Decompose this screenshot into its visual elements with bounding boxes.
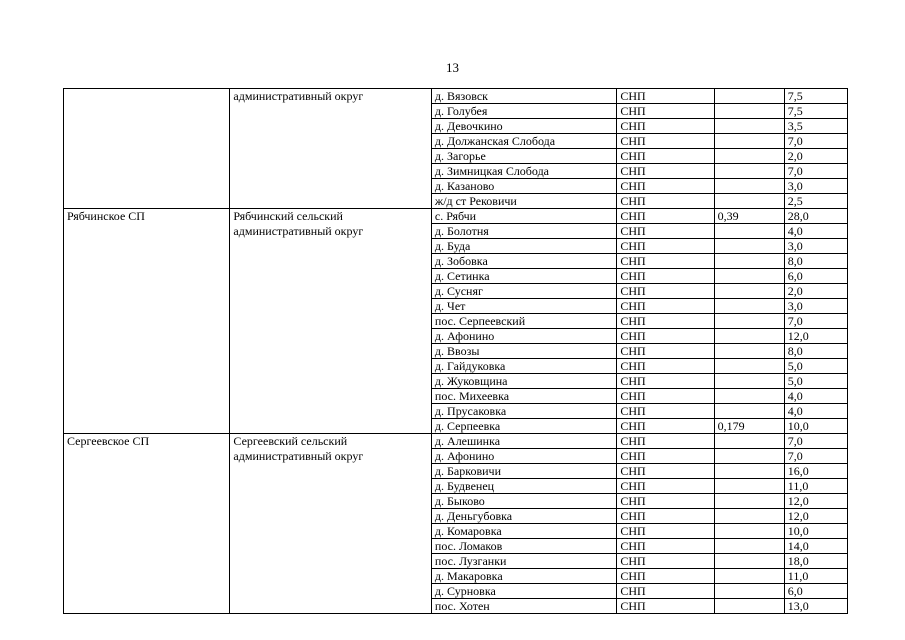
settlement-name-cell: д. Прусаковка — [431, 404, 616, 419]
settlement-name-cell: ж/д ст Рековичи — [431, 194, 616, 209]
distance-cell: 7,0 — [784, 164, 847, 179]
settlement-name-cell: д. Сусняг — [431, 284, 616, 299]
area-cell — [714, 299, 784, 314]
settlement-name-cell: д. Макаровка — [431, 569, 616, 584]
settlement-type-cell: СНП — [617, 569, 714, 584]
settlement-name-cell: пос. Серпеевский — [431, 314, 616, 329]
area-cell — [714, 239, 784, 254]
area-cell — [714, 569, 784, 584]
settlement-name-cell: пос. Хотен — [431, 599, 616, 614]
settlement-name-cell: д. Сетинка — [431, 269, 616, 284]
area-cell — [714, 284, 784, 299]
distance-cell: 7,0 — [784, 314, 847, 329]
settlement-type-cell: СНП — [617, 149, 714, 164]
settlement-name-cell: д. Афонино — [431, 449, 616, 464]
settlement-type-cell: СНП — [617, 89, 714, 104]
settlement-name-cell: д. Казаново — [431, 179, 616, 194]
table-row — [64, 89, 848, 104]
administrative-district-cell — [230, 434, 432, 614]
settlement-name-cell: пос. Ломаков — [431, 539, 616, 554]
settlement-type-cell: СНП — [617, 599, 714, 614]
settlement-type-cell: СНП — [617, 314, 714, 329]
distance-cell: 5,0 — [784, 359, 847, 374]
distance-cell: 7,0 — [784, 449, 847, 464]
settlement-type-cell: СНП — [617, 329, 714, 344]
settlement-name-cell: д. Афонино — [431, 329, 616, 344]
settlement-name-cell: д. Будвенец — [431, 479, 616, 494]
area-cell — [714, 104, 784, 119]
area-cell — [714, 134, 784, 149]
distance-cell: 2,0 — [784, 284, 847, 299]
administrative-district-label: административный округ — [233, 89, 364, 103]
area-cell — [714, 524, 784, 539]
settlement-type-cell: СНП — [617, 299, 714, 314]
area-cell — [714, 179, 784, 194]
table-body — [64, 89, 848, 614]
area-cell — [714, 599, 784, 614]
settlement-type-cell: СНП — [617, 344, 714, 359]
settlement-type-cell: СНП — [617, 284, 714, 299]
area-cell — [714, 584, 784, 599]
settlement-name-cell: д. Комаровка — [431, 524, 616, 539]
area-cell — [714, 359, 784, 374]
distance-cell: 11,0 — [784, 569, 847, 584]
area-cell — [714, 494, 784, 509]
distance-cell: 11,0 — [784, 479, 847, 494]
area-cell — [714, 464, 784, 479]
distance-cell: 3,0 — [784, 239, 847, 254]
distance-cell: 7,0 — [784, 434, 847, 449]
area-cell — [714, 119, 784, 134]
distance-cell: 16,0 — [784, 464, 847, 479]
distance-cell: 10,0 — [784, 524, 847, 539]
distance-cell: 12,0 — [784, 329, 847, 344]
distance-cell: 12,0 — [784, 509, 847, 524]
distance-cell: 28,0 — [784, 209, 847, 224]
area-cell: 0,39 — [714, 209, 784, 224]
settlement-name-cell: пос. Михеевка — [431, 389, 616, 404]
distance-cell: 4,0 — [784, 404, 847, 419]
settlement-type-cell: СНП — [617, 554, 714, 569]
distance-cell: 4,0 — [784, 389, 847, 404]
settlement-name-cell: д. Ввозы — [431, 344, 616, 359]
settlement-type-cell: СНП — [617, 434, 714, 449]
settlement-type-cell: СНП — [617, 539, 714, 554]
settlement-name-cell: д. Девочкино — [431, 119, 616, 134]
distance-cell: 7,0 — [784, 134, 847, 149]
settlement-type-cell: СНП — [617, 359, 714, 374]
settlement-name-cell: д. Зимницкая Слобода — [431, 164, 616, 179]
settlement-name-cell: д. Должанская Слобода — [431, 134, 616, 149]
distance-cell: 12,0 — [784, 494, 847, 509]
settlement-type-cell: СНП — [617, 479, 714, 494]
area-cell — [714, 449, 784, 464]
settlement-type-cell: СНП — [617, 119, 714, 134]
settlement-type-cell: СНП — [617, 104, 714, 119]
distance-cell: 2,5 — [784, 194, 847, 209]
distance-cell: 7,5 — [784, 89, 847, 104]
settlement-name-cell: д. Серпеевка — [431, 419, 616, 434]
distance-cell: 2,0 — [784, 149, 847, 164]
area-cell — [714, 269, 784, 284]
distance-cell: 7,5 — [784, 104, 847, 119]
administrative-district-label: Рябчинский сельский административный округ — [233, 209, 364, 238]
settlement-type-cell: СНП — [617, 179, 714, 194]
area-cell — [714, 89, 784, 104]
settlement-name-cell: д. Голубея — [431, 104, 616, 119]
area-cell — [714, 479, 784, 494]
settlements-table — [63, 88, 848, 614]
settlement-type-cell: СНП — [617, 209, 714, 224]
distance-cell: 6,0 — [784, 584, 847, 599]
area-cell — [714, 374, 784, 389]
settlement-name-cell: пос. Лузганки — [431, 554, 616, 569]
area-cell — [714, 329, 784, 344]
settlement-name-cell: д. Сурновка — [431, 584, 616, 599]
administrative-district-cell — [230, 89, 432, 209]
distance-cell: 8,0 — [784, 344, 847, 359]
settlement-name-cell: д. Барковичи — [431, 464, 616, 479]
settlement-name-cell: д. Деньгубовка — [431, 509, 616, 524]
area-cell — [714, 509, 784, 524]
settlement-type-cell: СНП — [617, 374, 714, 389]
settlement-name-cell: д. Жуковщина — [431, 374, 616, 389]
settlement-council-cell — [64, 89, 230, 209]
settlement-type-cell: СНП — [617, 404, 714, 419]
settlement-name-cell: д. Чет — [431, 299, 616, 314]
settlement-type-cell: СНП — [617, 524, 714, 539]
administrative-district-label: Сергеевский сельский административный округ — [233, 434, 364, 463]
settlement-type-cell: СНП — [617, 419, 714, 434]
area-cell — [714, 344, 784, 359]
area-cell — [714, 194, 784, 209]
table-row — [64, 434, 848, 449]
settlement-name-cell: д. Алешинка — [431, 434, 616, 449]
settlement-type-cell: СНП — [617, 389, 714, 404]
settlement-name-cell: д. Быково — [431, 494, 616, 509]
distance-cell: 3,0 — [784, 179, 847, 194]
area-cell — [714, 554, 784, 569]
table-row — [64, 209, 848, 224]
area-cell — [714, 254, 784, 269]
settlement-type-cell: СНП — [617, 269, 714, 284]
settlement-type-cell: СНП — [617, 194, 714, 209]
settlement-type-cell: СНП — [617, 164, 714, 179]
area-cell — [714, 314, 784, 329]
area-cell — [714, 539, 784, 554]
settlement-name-cell: д. Буда — [431, 239, 616, 254]
area-cell: 0,179 — [714, 419, 784, 434]
settlement-type-cell: СНП — [617, 449, 714, 464]
distance-cell: 13,0 — [784, 599, 847, 614]
area-cell — [714, 149, 784, 164]
page-number: 13 — [446, 60, 459, 75]
distance-cell: 5,0 — [784, 374, 847, 389]
settlement-name-cell: д. Загорье — [431, 149, 616, 164]
administrative-district-cell — [230, 209, 432, 434]
area-cell — [714, 164, 784, 179]
settlement-name-cell: с. Рябчи — [431, 209, 616, 224]
distance-cell: 3,5 — [784, 119, 847, 134]
area-cell — [714, 404, 784, 419]
settlement-type-cell: СНП — [617, 254, 714, 269]
distance-cell: 18,0 — [784, 554, 847, 569]
distance-cell: 6,0 — [784, 269, 847, 284]
distance-cell: 4,0 — [784, 224, 847, 239]
settlement-type-cell: СНП — [617, 464, 714, 479]
settlement-type-cell: СНП — [617, 224, 714, 239]
settlement-name-cell: д. Вязовск — [431, 89, 616, 104]
distance-cell: 10,0 — [784, 419, 847, 434]
settlement-name-cell: д. Болотня — [431, 224, 616, 239]
settlement-name-cell: д. Гайдуковка — [431, 359, 616, 374]
area-cell — [714, 389, 784, 404]
area-cell — [714, 434, 784, 449]
distance-cell: 8,0 — [784, 254, 847, 269]
settlement-council-cell: Рябчинское СП — [64, 209, 230, 434]
area-cell — [714, 224, 784, 239]
settlement-type-cell: СНП — [617, 239, 714, 254]
settlement-type-cell: СНП — [617, 584, 714, 599]
settlement-type-cell: СНП — [617, 509, 714, 524]
settlement-type-cell: СНП — [617, 494, 714, 509]
settlement-name-cell: д. Зобовка — [431, 254, 616, 269]
distance-cell: 3,0 — [784, 299, 847, 314]
settlement-council-cell: Сергеевское СП — [64, 434, 230, 614]
distance-cell: 14,0 — [784, 539, 847, 554]
settlement-type-cell: СНП — [617, 134, 714, 149]
